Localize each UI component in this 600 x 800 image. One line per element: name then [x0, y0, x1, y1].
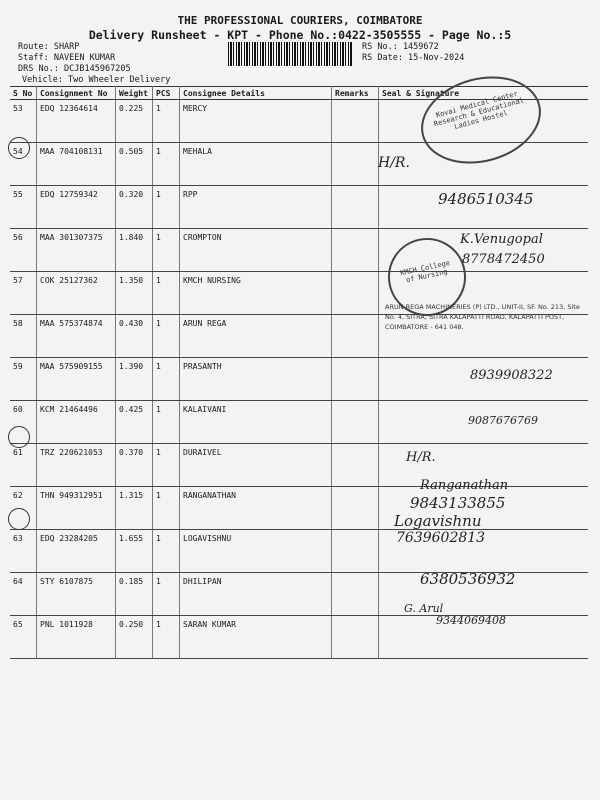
cell-remarks	[332, 616, 379, 659]
handwriting: 9087676769	[468, 414, 538, 427]
col-pcs: PCS	[153, 87, 180, 100]
cell-sno: 63	[10, 530, 37, 573]
circle-mark	[8, 137, 30, 159]
rs-date: RS Date: 15-Nov-2024	[362, 53, 465, 63]
cell-weight: 0.425	[116, 401, 153, 444]
handwriting: Logavishnu	[394, 512, 482, 530]
cell-consignee: DURAIVEL	[180, 444, 332, 487]
company-stamp: ARUN REGA MACHINERIES (P) LTD., UNIT-II, SF. No. 213, Site No. 4, SITRA, SITRA KALAPATTI ROAD, KALAPATTI POST, COIMBATORE - 641 048.	[385, 303, 580, 331]
cell-weight: 0.320	[116, 186, 153, 229]
cell-consignment: MAA 704108131	[37, 143, 116, 186]
cell-pcs: 1	[153, 616, 180, 659]
handwriting: 9486510345	[438, 190, 534, 208]
cell-pcs: 1	[153, 444, 180, 487]
cell-consignee: ARUN REGA	[180, 315, 332, 358]
cell-weight: 1.350	[116, 272, 153, 315]
cell-pcs: 1	[153, 573, 180, 616]
rs-number: RS No.: 1459672	[362, 42, 439, 52]
cell-remarks	[332, 401, 379, 444]
cell-consignee: MERCY	[180, 100, 332, 143]
drs-label: DRS No.: DCJB145967205	[18, 64, 131, 74]
col-remarks: Remarks	[332, 87, 379, 100]
handwriting: 6380536932	[420, 570, 516, 588]
cell-remarks	[332, 444, 379, 487]
cell-consignee: MEHALA	[180, 143, 332, 186]
cell-pcs: 1	[153, 401, 180, 444]
cell-consignee: RPP	[180, 186, 332, 229]
cell-sno: 56	[10, 229, 37, 272]
cell-weight: 0.430	[116, 315, 153, 358]
cell-remarks	[332, 143, 379, 186]
cell-pcs: 1	[153, 315, 180, 358]
cell-sno: 53	[10, 100, 37, 143]
col-weight: Weight	[116, 87, 153, 100]
company-name: THE PROFESSIONAL COURIERS, COIMBATORE	[177, 14, 423, 27]
cell-weight: 1.390	[116, 358, 153, 401]
vehicle-label: Vehicle: Two Wheeler Delivery	[22, 75, 171, 85]
cell-pcs: 1	[153, 100, 180, 143]
table-row	[10, 530, 588, 573]
col-seal-signature: Seal & Signature	[379, 87, 589, 100]
cell-consignment: MAA 575909155	[37, 358, 116, 401]
cell-consignment: COK 25127362	[37, 272, 116, 315]
barcode	[228, 42, 352, 66]
cell-sno: 58	[10, 315, 37, 358]
cell-consignment: TRZ 220621053	[37, 444, 116, 487]
cell-remarks	[332, 358, 379, 401]
cell-consignment: EDQ 12364614	[37, 100, 116, 143]
handwriting: 8778472450	[462, 252, 545, 267]
handwriting: K.Venugopal	[460, 232, 543, 247]
cell-remarks	[332, 229, 379, 272]
circle-mark	[8, 426, 30, 448]
cell-weight: 0.250	[116, 616, 153, 659]
cell-remarks	[332, 530, 379, 573]
handwriting: H/R.	[378, 155, 410, 171]
cell-pcs: 1	[153, 186, 180, 229]
handwriting: Ranganathan	[420, 478, 509, 493]
cell-consignment: MAA 301307375	[37, 229, 116, 272]
cell-remarks	[332, 315, 379, 358]
cell-sno: 60	[10, 401, 37, 444]
cell-consignee: RANGANATHAN	[180, 487, 332, 530]
cell-remarks	[332, 272, 379, 315]
cell-weight: 0.185	[116, 573, 153, 616]
cell-weight: 1.840	[116, 229, 153, 272]
cell-weight: 1.655	[116, 530, 153, 573]
cell-sno: 59	[10, 358, 37, 401]
col-sno: S No	[10, 87, 37, 100]
cell-pcs: 1	[153, 272, 180, 315]
cell-remarks	[332, 100, 379, 143]
cell-consignment: KCM 21464496	[37, 401, 116, 444]
runsheet-title: Delivery Runsheet - KPT - Phone No.:0422-3505555 - Page No.:5	[88, 28, 512, 42]
handwriting: 9344069408	[436, 614, 506, 627]
cell-sno: 64	[10, 573, 37, 616]
cell-pcs: 1	[153, 143, 180, 186]
cell-consignee: KALAIVANI	[180, 401, 332, 444]
cell-consignee: CROMPTON	[180, 229, 332, 272]
cell-consignment: PNL 1011928	[37, 616, 116, 659]
cell-remarks	[332, 487, 379, 530]
staff-label: Staff: NAVEEN KUMAR	[18, 53, 116, 63]
cell-pcs: 1	[153, 530, 180, 573]
circle-mark	[8, 508, 30, 530]
cell-consignee: KMCH NURSING	[180, 272, 332, 315]
handwriting: 7639602813	[396, 530, 486, 546]
cell-pcs: 1	[153, 229, 180, 272]
cell-consignee: SARAN KUMAR	[180, 616, 332, 659]
cell-sno: 62	[10, 487, 37, 530]
cell-remarks	[332, 186, 379, 229]
cell-weight: 0.370	[116, 444, 153, 487]
cell-consignee: PRASANTH	[180, 358, 332, 401]
cell-consignee: DHILIPAN	[180, 573, 332, 616]
hostel-stamp-text: Kovai Medical Center Research & Educational Ladies Hostel	[433, 89, 525, 131]
nursing-college-stamp-text: KMCH College of Nursing	[399, 259, 451, 285]
cell-consignment: EDQ 23284205	[37, 530, 116, 573]
col-consignee: Consignee Details	[180, 87, 332, 100]
route-label: Route: SHARP	[18, 42, 80, 52]
cell-consignment: EDQ 12759342	[37, 186, 116, 229]
cell-weight: 0.225	[116, 100, 153, 143]
cell-consignment: STY 6107875	[37, 573, 116, 616]
cell-weight: 1.315	[116, 487, 153, 530]
cell-sno: 65	[10, 616, 37, 659]
cell-consignment: THN 949312951	[37, 487, 116, 530]
handwriting: G. Arul	[404, 602, 444, 615]
cell-pcs: 1	[153, 487, 180, 530]
cell-consignment: MAA 575374874	[37, 315, 116, 358]
cell-sno: 57	[10, 272, 37, 315]
col-consignment: Consignment No	[37, 87, 116, 100]
cell-pcs: 1	[153, 358, 180, 401]
cell-sno: 61	[10, 444, 37, 487]
handwriting: 8939908322	[470, 368, 553, 383]
cell-consignee: LOGAVISHNU	[180, 530, 332, 573]
cell-sno: 54	[10, 143, 37, 186]
cell-remarks	[332, 573, 379, 616]
cell-weight: 0.505	[116, 143, 153, 186]
handwriting: 9843133855	[410, 494, 506, 512]
handwriting: H/R.	[406, 450, 436, 465]
cell-sno: 55	[10, 186, 37, 229]
